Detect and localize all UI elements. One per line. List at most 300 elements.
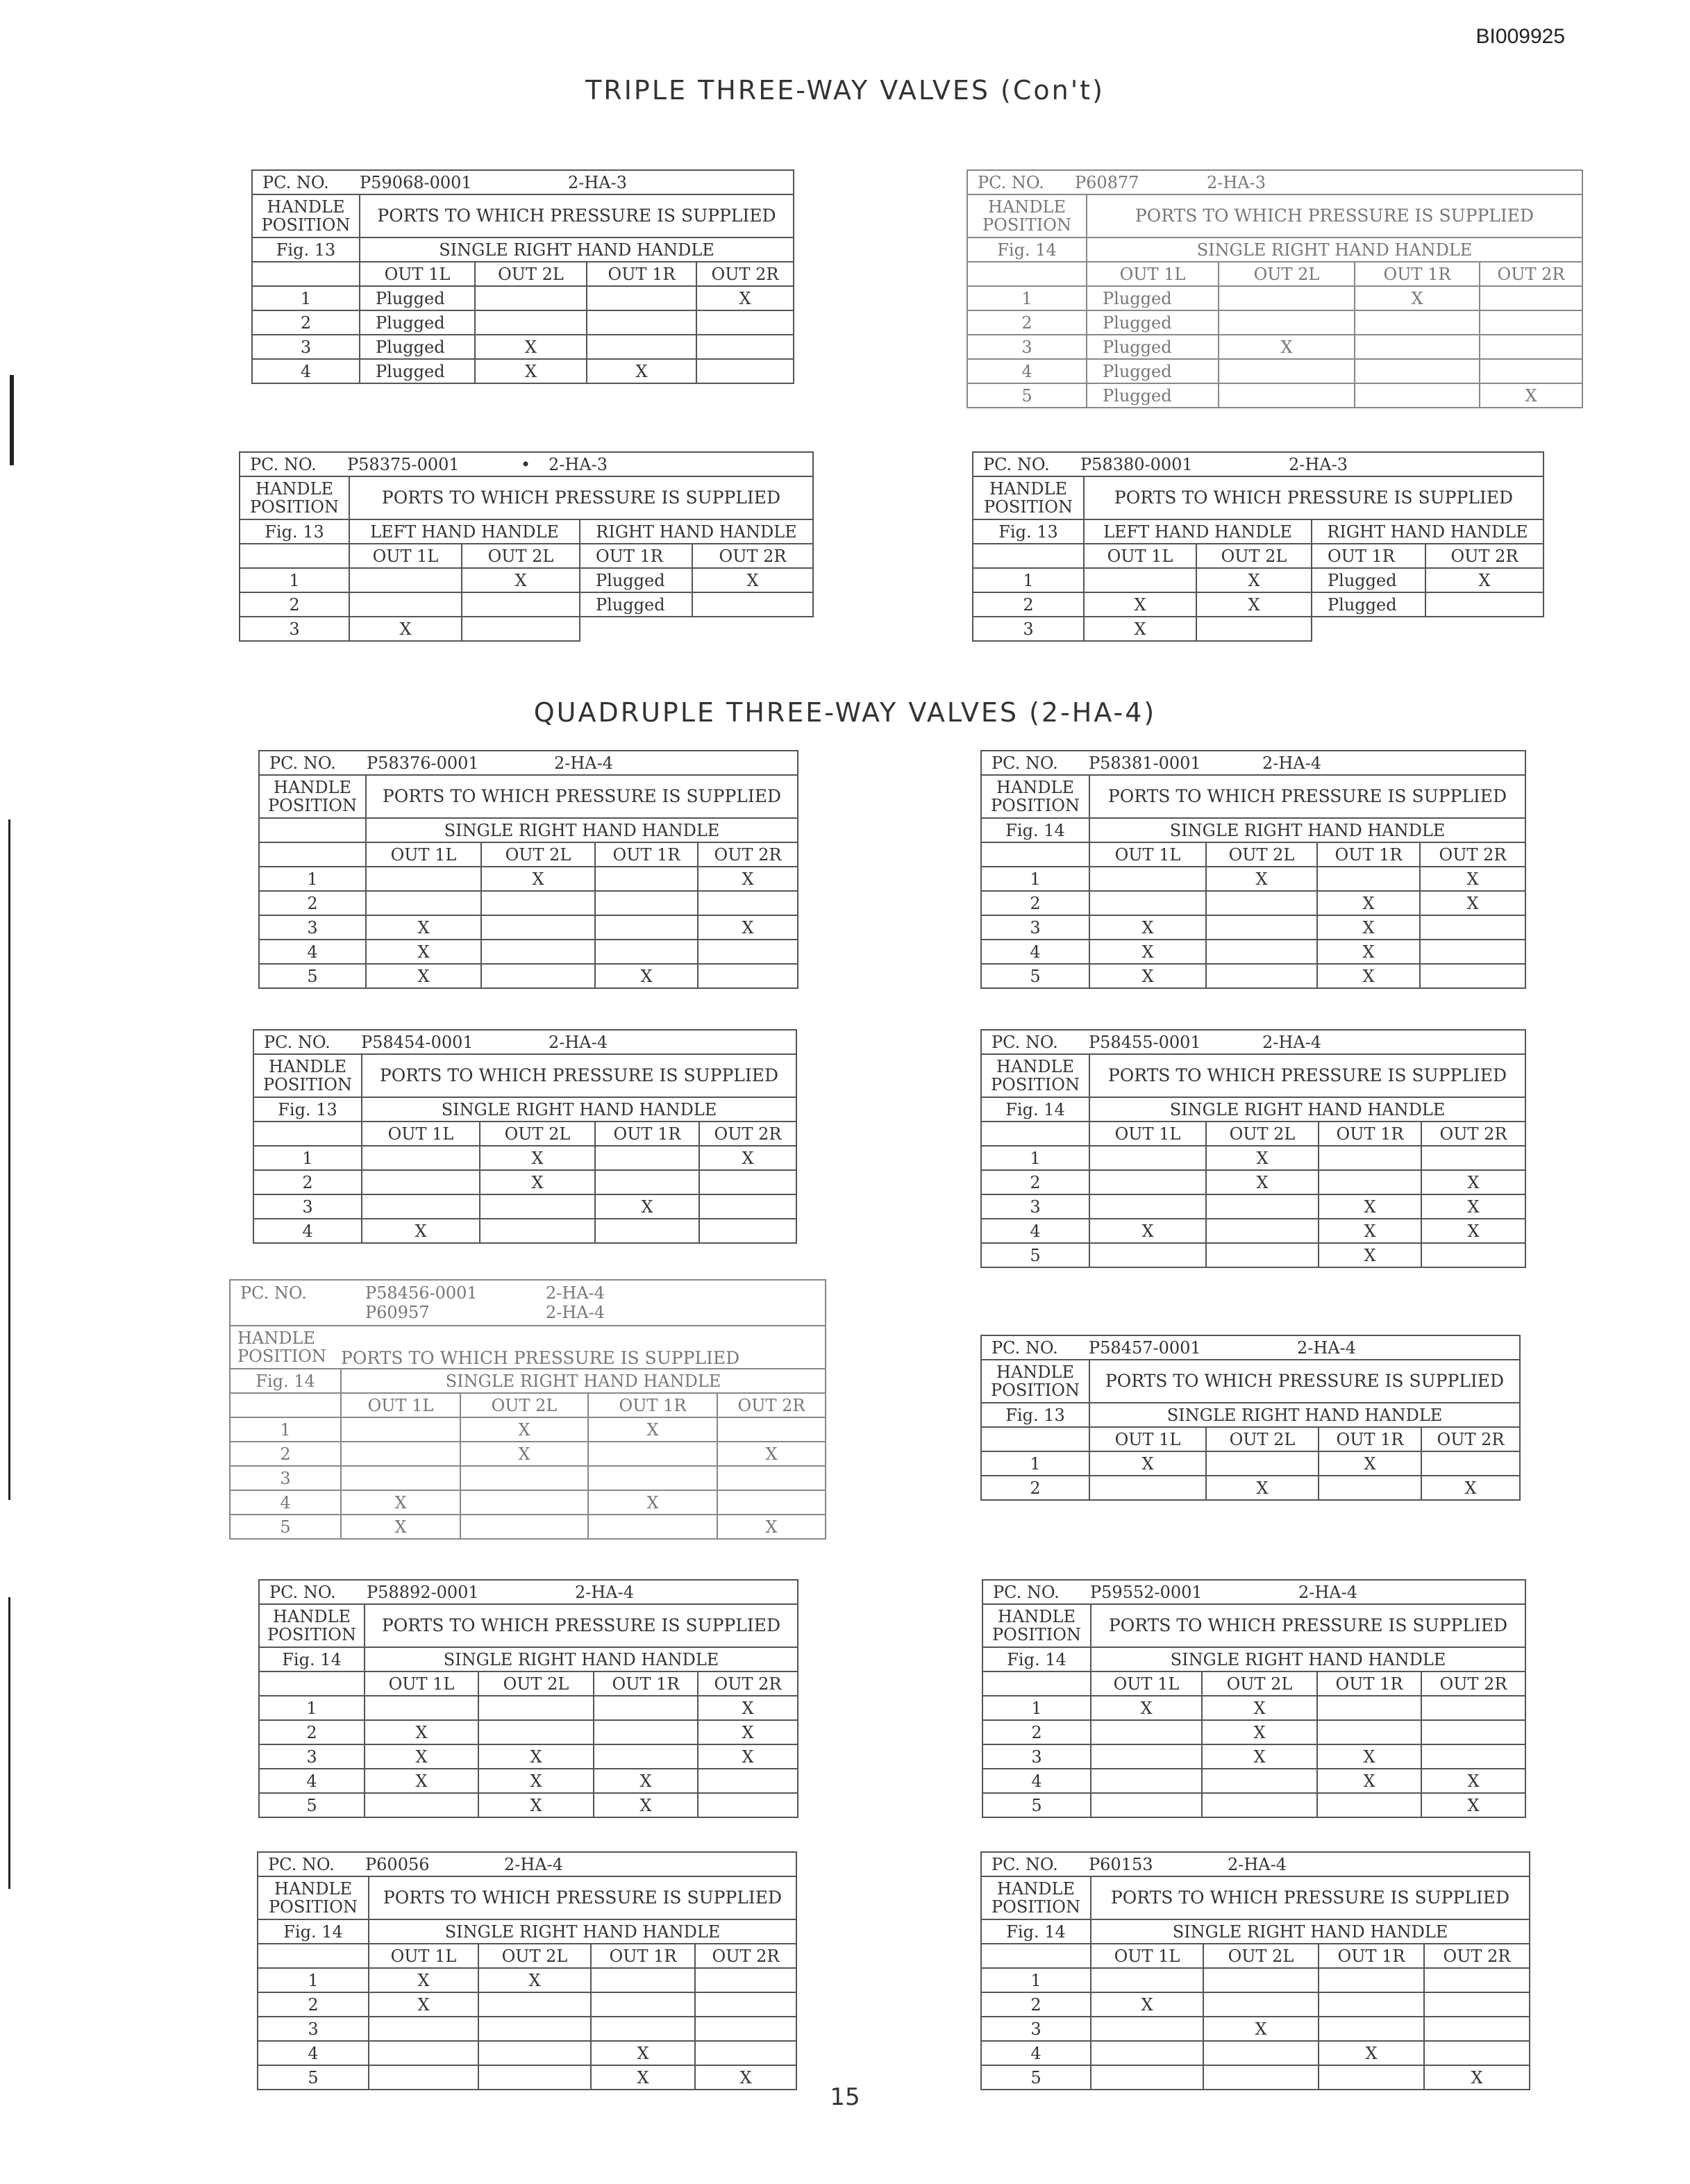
port-cell: X [480,1170,595,1194]
table-row [981,1170,1525,1194]
handle-position-cell: 5 [982,1793,1091,1817]
table-row [259,867,798,891]
table-row [259,1744,798,1769]
port-cell: X [588,1417,717,1442]
handle-position-cell: 3 [258,2017,369,2041]
port-cell [1421,1696,1525,1720]
handle-position-cell: 3 [230,1466,341,1490]
col-out-2r: OUT 2R [1480,262,1582,286]
figure-label: Fig. 14 [258,1919,369,1944]
ports-header: PORTS TO WHICH PRESSURE IS SUPPLIED [369,1876,796,1919]
port-cell [1421,1243,1525,1267]
port-cell [1312,617,1425,641]
port-cell: Plugged [360,310,475,335]
col-out-1l: OUT 1L [1091,1944,1203,1968]
col-out-2l: OUT 2L [481,842,595,867]
port-cell [1091,2065,1203,2090]
col-out-2r: OUT 2R [1421,1672,1525,1696]
handle-position-header: HANDLE POSITION [240,476,349,519]
handle-position-cell: 1 [967,286,1087,310]
handle-position-cell: 2 [981,891,1089,915]
table-row [259,1793,798,1817]
port-cell [481,940,595,964]
handle-position-cell: 5 [981,2065,1091,2090]
port-cell [369,2041,478,2065]
table-row [230,1442,826,1466]
ports-header: PORTS TO WHICH PRESSURE IS SUPPLIED [1084,476,1543,519]
port-cell: X [1319,1219,1421,1243]
port-cell: X [478,1769,594,1793]
port-cell [1319,1146,1421,1170]
port-cell: X [1196,592,1312,617]
col-out-2l: OUT 2L [1206,1122,1319,1146]
port-cell: X [588,1490,717,1515]
col-out-2r: OUT 2R [698,842,798,867]
handle-position-cell: 3 [259,915,366,940]
figure-label: Fig. 14 [982,1647,1091,1672]
table-row [967,310,1582,335]
port-cell [480,1219,595,1243]
valve-table-p60056 [257,1851,797,2090]
table-row [981,867,1525,891]
figure-label: Fig. 13 [252,237,360,262]
port-cell [695,2017,796,2041]
col-out-2r: OUT 2R [1421,1427,1520,1451]
right-hand-header: RIGHT HAND HANDLE [580,519,813,544]
port-cell: X [1317,940,1420,964]
port-cell [1091,1744,1202,1769]
handle-position-cell: 4 [981,2041,1091,2065]
part-number: P58375-0001 [347,454,460,474]
part-number: P60056 [365,1854,430,1874]
port-cell [588,1515,717,1539]
port-cell [695,1992,796,2017]
handle-type-header: SINGLE RIGHT HAND HANDLE [365,1647,798,1672]
model-number: 2-HA-4 [1262,753,1322,773]
part-number: P58380-0001 [1080,454,1193,474]
port-cell [478,2041,591,2065]
pc-no-label: PC. NO. [992,1854,1058,1874]
port-cell [1203,1992,1319,2017]
handle-position-cell: 4 [967,359,1087,383]
part-number: P60877 [1075,172,1139,192]
model-number: 2-HA-4 [1298,1582,1358,1602]
port-cell: X [369,1968,478,1992]
pc-no-label: PC. NO. [269,1582,336,1602]
part-number: P60153 [1089,1854,1153,1874]
port-cell [1425,592,1543,617]
port-cell: Plugged [1312,568,1425,592]
col-out-1r: OUT 1R [587,262,696,286]
figure-label [259,818,366,842]
port-cell: X [349,617,462,641]
table-row [230,1515,826,1539]
port-cell: X [1421,1219,1525,1243]
port-cell [1203,2065,1319,2090]
port-cell: X [594,1769,698,1793]
table-row [259,1720,798,1744]
port-cell [587,310,696,335]
port-cell [1196,617,1312,641]
col-out-2r: OUT 2R [696,262,794,286]
col-out-1r: OUT 1R [1319,1944,1424,1968]
port-cell: X [1202,1720,1317,1744]
handle-position-cell: 2 [252,310,360,335]
ports-header: PORTS TO WHICH PRESSURE IS SUPPLIED [349,476,813,519]
valve-table-p58375 [239,451,814,642]
handle-position-cell: 5 [981,964,1089,988]
port-cell: X [478,1968,591,1992]
port-cell [1206,1219,1319,1243]
valve-table-p60153 [980,1851,1530,2090]
table-row [252,310,794,335]
port-cell: X [460,1442,588,1466]
port-cell: X [480,1146,595,1170]
port-cell [595,1146,699,1170]
model-number: 2-HA-4 [1262,1032,1322,1052]
col-out-2l: OUT 2L [478,1672,594,1696]
port-cell [717,1490,826,1515]
table-row [259,1769,798,1793]
port-cell [698,1793,798,1817]
port-cell: X [698,1744,798,1769]
port-cell [1319,1476,1421,1500]
handle-position-cell: 2 [982,1720,1091,1744]
port-cell [1206,1194,1319,1219]
table-row [967,383,1582,408]
handle-position-cell: 3 [982,1744,1091,1769]
handle-position-cell: 1 [981,1146,1089,1170]
col-out-2l: OUT 2L [475,262,587,286]
figure-label: Fig. 14 [230,1369,341,1393]
col-out-1l: OUT 1L [1089,1122,1206,1146]
handle-position-cell: 2 [259,891,366,915]
port-cell: X [369,1992,478,2017]
port-cell [362,1194,480,1219]
figure-label: Fig. 14 [981,1097,1089,1122]
handle-position-cell: 4 [982,1769,1091,1793]
port-cell [1219,286,1355,310]
table-row [981,2041,1530,2065]
handle-position-cell: 3 [253,1194,362,1219]
port-cell [695,1968,796,1992]
port-cell [1206,964,1317,988]
port-cell: X [594,1793,698,1817]
port-cell [1091,2017,1203,2041]
port-cell: X [1091,1696,1202,1720]
port-cell [1091,2041,1203,2065]
col-out-2l: OUT 2L [1196,544,1312,568]
handle-position-header: HANDLE POSITION [230,1326,341,1369]
table-row [982,1793,1525,1817]
table-row [981,1451,1520,1476]
port-cell: Plugged [1312,592,1425,617]
col-out-1r: OUT 1R [580,544,692,568]
col-out-2r: OUT 2R [717,1393,826,1417]
port-cell [698,1769,798,1793]
port-cell: X [341,1490,460,1515]
table-row [252,359,794,383]
port-cell: X [692,568,813,592]
port-cell: X [1202,1744,1317,1769]
port-cell [1219,359,1355,383]
port-cell: X [475,335,587,359]
col-out-1l: OUT 1L [1087,262,1219,286]
port-cell: X [591,2041,695,2065]
port-cell: X [1206,1146,1319,1170]
port-cell [1089,1170,1206,1194]
pc-no-label: PC. NO. [268,1854,335,1874]
handle-position-cell: 2 [981,1170,1089,1194]
port-cell [1319,2065,1424,2090]
port-cell: X [1089,1219,1206,1243]
handle-position-cell: 5 [259,964,366,988]
left-hand-header: LEFT HAND HANDLE [1084,519,1312,544]
port-cell: X [1317,891,1420,915]
col-out-1r: OUT 1R [591,1944,695,1968]
table-row [973,592,1543,617]
port-cell [1206,940,1317,964]
port-cell [1355,359,1480,383]
port-cell: X [1319,1194,1421,1219]
table-row [981,1243,1525,1267]
handle-type-header: SINGLE RIGHT HAND HANDLE [1089,1097,1525,1122]
handle-type-header: SINGLE RIGHT HAND HANDLE [341,1369,826,1393]
port-cell: X [365,1720,478,1744]
port-cell [1206,1451,1319,1476]
port-cell [1425,617,1543,641]
port-cell: X [1219,335,1355,359]
port-cell: X [695,2065,796,2090]
port-cell [698,940,798,964]
part-number: P58455-0001 [1089,1032,1201,1052]
port-cell [1424,2017,1530,2041]
port-cell: Plugged [1087,359,1219,383]
port-cell [1203,1968,1319,1992]
port-cell [1202,1793,1317,1817]
col-out-2l: OUT 2L [1202,1672,1317,1696]
page-number: 15 [830,2083,860,2111]
port-cell [695,2041,796,2065]
port-cell [1317,1696,1421,1720]
port-cell: X [587,359,696,383]
figure-label: Fig. 13 [973,519,1084,544]
table-row [981,2017,1530,2041]
table-row [981,915,1525,940]
handle-position-cell: 2 [258,1992,369,2017]
valve-table-p59068 [251,169,794,384]
part-number: P58376-0001 [367,753,479,773]
port-cell [595,1170,699,1194]
handle-position-cell: 4 [258,2041,369,2065]
part-number: P58892-0001 [367,1582,479,1602]
handle-type-header: SINGLE RIGHT HAND HANDLE [1091,1919,1530,1944]
port-cell: X [365,1744,478,1769]
table-row [259,915,798,940]
handle-position-header: HANDLE POSITION [981,1054,1089,1097]
table-row [967,286,1582,310]
table-row [982,1769,1525,1793]
table-row [981,1194,1525,1219]
col-out-2l: OUT 2L [1206,842,1317,867]
port-cell [699,1170,796,1194]
handle-position-cell: 2 [981,1992,1091,2017]
handle-position-cell: 2 [259,1720,365,1744]
valve-table-p58457 [980,1335,1521,1501]
port-cell [1317,1720,1421,1744]
model-number-alt: 2-HA-4 [546,1303,605,1322]
col-out-1l: OUT 1L [365,1672,478,1696]
port-cell: Plugged [1087,310,1219,335]
handle-position-cell: 5 [967,383,1087,408]
port-cell: X [1089,915,1206,940]
table-row [982,1696,1525,1720]
port-cell [1089,867,1206,891]
port-cell: X [365,1769,478,1793]
ports-header: PORTS TO WHICH PRESSURE IS SUPPLIED [1091,1604,1525,1647]
col-out-2l: OUT 2L [1203,1944,1319,1968]
table-row [258,2041,796,2065]
port-cell [341,1466,460,1490]
col-out-2l: OUT 2L [460,1393,588,1417]
handle-position-cell: 4 [253,1219,362,1243]
port-cell [1421,1451,1520,1476]
port-cell [587,286,696,310]
handle-position-cell: 3 [252,335,360,359]
figure-label: Fig. 14 [981,818,1089,842]
ports-header: PORTS TO WHICH PRESSURE IS SUPPLIED [365,1604,798,1647]
port-cell [1319,1968,1424,1992]
figure-label: Fig. 14 [981,1919,1091,1944]
model-number: 2-HA-3 [549,454,608,474]
pc-no-label: PC. NO. [269,753,336,773]
handle-position-cell: 2 [967,310,1087,335]
port-cell [460,1490,588,1515]
handle-position-cell: 4 [981,940,1089,964]
port-cell [595,891,698,915]
handle-position-header: HANDLE POSITION [981,1876,1091,1919]
handle-position-cell: 1 [230,1417,341,1442]
quadruple-valves-title: QUADRUPLE THREE-WAY VALVES (2-HA-4) [533,697,1157,728]
port-cell [478,1696,594,1720]
col-out-1l: OUT 1L [341,1393,460,1417]
col-out-1r: OUT 1R [594,1672,698,1696]
pc-no-label: PC. NO. [992,1337,1058,1358]
bullet-mark: • [521,454,531,474]
port-cell: X [699,1146,796,1170]
port-cell [699,1219,796,1243]
port-cell: X [1206,867,1317,891]
port-cell [595,940,698,964]
table-row [252,286,794,310]
port-cell: X [1319,1451,1421,1476]
port-cell [698,964,798,988]
handle-position-cell: 3 [981,2017,1091,2041]
port-cell [692,617,813,641]
port-cell: X [366,964,481,988]
port-cell: X [1089,964,1206,988]
model-number: 2-HA-4 [575,1582,635,1602]
figure-label: Fig. 13 [981,1403,1089,1427]
handle-position-header: HANDLE POSITION [973,476,1084,519]
handle-position-cell: 5 [230,1515,341,1539]
port-cell [591,1968,695,1992]
table-row [240,592,813,617]
port-cell [595,915,698,940]
part-number: P58381-0001 [1089,753,1201,773]
port-cell: X [1319,1243,1421,1267]
port-cell [591,2017,695,2041]
part-number: P59552-0001 [1090,1582,1203,1602]
table-row [258,1968,796,1992]
port-cell: X [1089,940,1206,964]
pc-no-label: PC. NO. [262,172,329,192]
port-cell [480,1194,595,1219]
port-cell [1202,1769,1317,1793]
col-out-2r: OUT 2R [1420,842,1525,867]
port-cell [475,286,587,310]
port-cell [1317,1793,1421,1817]
port-cell: Plugged [360,359,475,383]
table-row [240,568,813,592]
port-cell [362,1146,480,1170]
handle-position-header: HANDLE POSITION [981,1360,1089,1403]
table-row [230,1417,826,1442]
ports-header: PORTS TO WHICH PRESSURE IS SUPPLIED [366,775,798,818]
port-cell: X [475,359,587,383]
pc-no-label: PC. NO. [240,1283,307,1303]
port-cell: X [478,1744,594,1769]
valve-table-p58456 [229,1279,826,1540]
port-cell: X [478,1793,594,1817]
port-cell [595,867,698,891]
port-cell [1319,1992,1424,2017]
port-cell: X [362,1219,480,1243]
part-number: P58454-0001 [361,1032,474,1052]
col-out-2r: OUT 2R [1424,1944,1530,1968]
port-cell [1219,383,1355,408]
port-cell [481,891,595,915]
port-cell [717,1466,826,1490]
port-cell [362,1170,480,1194]
port-cell [1089,1146,1206,1170]
valve-table-p58454 [253,1029,797,1244]
port-cell: X [366,915,481,940]
port-cell [341,1417,460,1442]
col-out-1l: OUT 1L [349,544,462,568]
handle-position-cell: 4 [259,1769,365,1793]
table-row [258,2017,796,2041]
port-cell: X [1202,1696,1317,1720]
table-row [259,964,798,988]
valve-table-p60877 [967,169,1583,408]
port-cell [478,1720,594,1744]
handle-type-header: SINGLE RIGHT HAND HANDLE [1089,818,1525,842]
right-hand-header: RIGHT HAND HANDLE [1312,519,1543,544]
port-cell: X [1480,383,1582,408]
port-cell: X [717,1515,826,1539]
col-out-1r: OUT 1R [595,842,698,867]
ports-header: PORTS TO WHICH PRESSURE IS SUPPLIED [1087,194,1582,237]
col-out-2r: OUT 2R [692,544,813,568]
valve-table-p58892 [258,1579,798,1818]
model-number: 2-HA-3 [568,172,628,192]
port-cell: Plugged [580,568,692,592]
port-cell [365,1696,478,1720]
table-row [253,1194,796,1219]
col-out-1l: OUT 1L [1089,1427,1206,1451]
port-cell [1091,1968,1203,1992]
